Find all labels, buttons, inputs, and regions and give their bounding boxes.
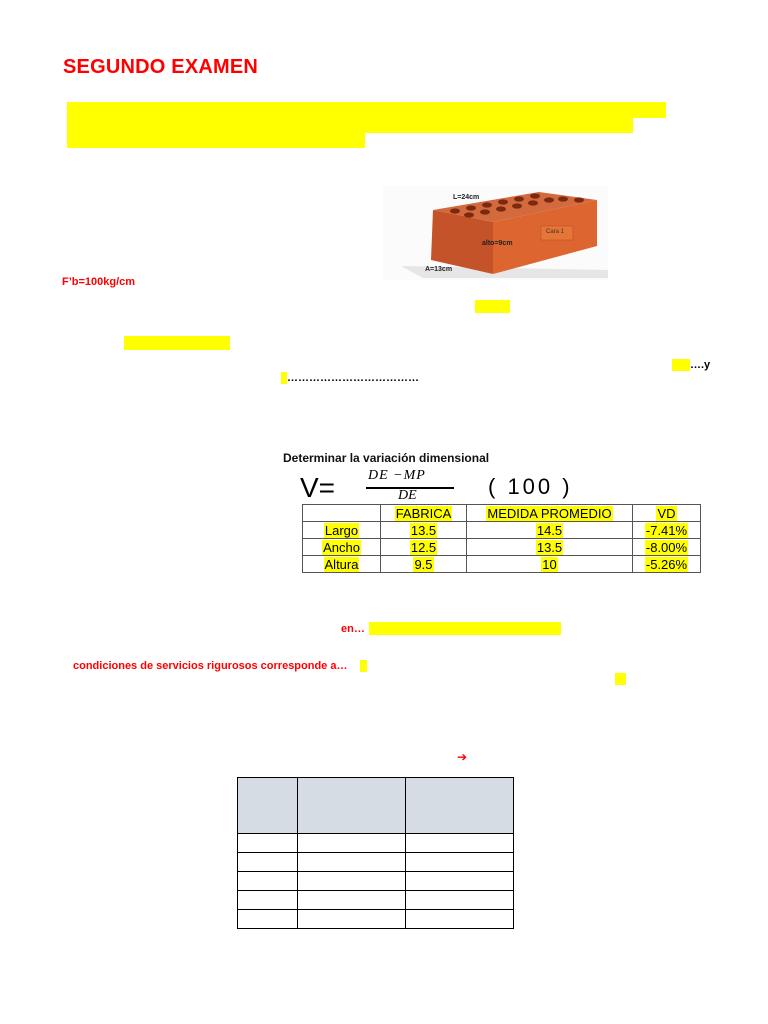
- table-cell: Ancho: [303, 539, 381, 556]
- arrow-right-icon: ➔: [457, 750, 468, 764]
- formula-factor: ( 100 ): [488, 474, 573, 499]
- table-header-row: [303, 505, 701, 522]
- variation-table: [302, 504, 701, 573]
- variation-formula: [300, 468, 620, 508]
- variation-title: Determinar la variación dimensional: [283, 451, 490, 465]
- table-cell: [238, 910, 298, 929]
- table-cell: [238, 834, 298, 853]
- table-row: [238, 891, 514, 910]
- table-cell: [406, 872, 514, 891]
- table-cell: 14.5: [467, 522, 633, 539]
- highlight-block-2: [67, 118, 633, 133]
- highlight-block-5: [124, 336, 230, 350]
- table-cell: [238, 891, 298, 910]
- table-cell: [238, 778, 298, 834]
- highlight-block-8: [369, 622, 561, 635]
- brick-width-label: A=13cm: [425, 266, 453, 273]
- highlight-block-3: [67, 133, 365, 148]
- table-cell: -5.26%: [633, 556, 701, 573]
- table-cell: [406, 891, 514, 910]
- table-row: [303, 539, 701, 556]
- brick-length-label: L=24cm: [453, 194, 480, 201]
- table-row: [238, 853, 514, 872]
- table-row: [238, 910, 514, 929]
- highlight-block-10: [615, 673, 626, 685]
- table-header-row: [238, 778, 514, 834]
- dots-text-1: ….y: [690, 359, 711, 371]
- table-cell: 9.5: [381, 556, 467, 573]
- highlight-block-6: [672, 359, 690, 371]
- table-cell: [238, 872, 298, 891]
- table-cell: Largo: [303, 522, 381, 539]
- table-row: [303, 522, 701, 539]
- highlight-block-4: [475, 300, 510, 313]
- table-cell: -8.00%: [633, 539, 701, 556]
- table-cell: [406, 778, 514, 834]
- table-header-cell: VD: [633, 505, 701, 522]
- table-header-cell: [303, 505, 381, 522]
- table-cell: Altura: [303, 556, 381, 573]
- table-header-cell: FABRICA: [381, 505, 467, 522]
- table-cell: [238, 853, 298, 872]
- question-en-text: en…: [341, 623, 365, 635]
- table-row: [238, 834, 514, 853]
- table-cell: [298, 853, 406, 872]
- table-cell: [406, 853, 514, 872]
- page-title: SEGUNDO EXAMEN: [63, 56, 259, 78]
- table-cell: 10: [467, 556, 633, 573]
- table-cell: [406, 834, 514, 853]
- formula-denominator: DE: [398, 488, 417, 503]
- brick-face-label: Cara 1: [546, 229, 565, 235]
- highlight-block-9: [360, 660, 367, 672]
- table-header-cell: MEDIDA PROMEDIO: [467, 505, 633, 522]
- highlight-block-1: [67, 102, 666, 118]
- brick-image: [383, 186, 608, 280]
- table-cell: -7.41%: [633, 522, 701, 539]
- table-row: [303, 556, 701, 573]
- fb-label: F’b=100kg/cm: [62, 276, 136, 288]
- table-cell: [298, 834, 406, 853]
- table-cell: [406, 910, 514, 929]
- table-cell: [298, 891, 406, 910]
- table-cell: [298, 910, 406, 929]
- dots-text-2: ………………………………: [287, 372, 419, 384]
- table-cell: 12.5: [381, 539, 467, 556]
- table-cell: [298, 872, 406, 891]
- empty-answer-table: [237, 777, 514, 929]
- formula-lhs: V=: [300, 472, 336, 503]
- table-cell: 13.5: [381, 522, 467, 539]
- table-row: [238, 872, 514, 891]
- brick-height-label: alto=9cm: [482, 240, 513, 247]
- table-cell: 13.5: [467, 539, 633, 556]
- table-cell: [298, 778, 406, 834]
- question-conditions-text: condiciones de servicios rigurosos corresponde a…: [73, 660, 348, 672]
- formula-numerator: DE −MP: [368, 468, 426, 483]
